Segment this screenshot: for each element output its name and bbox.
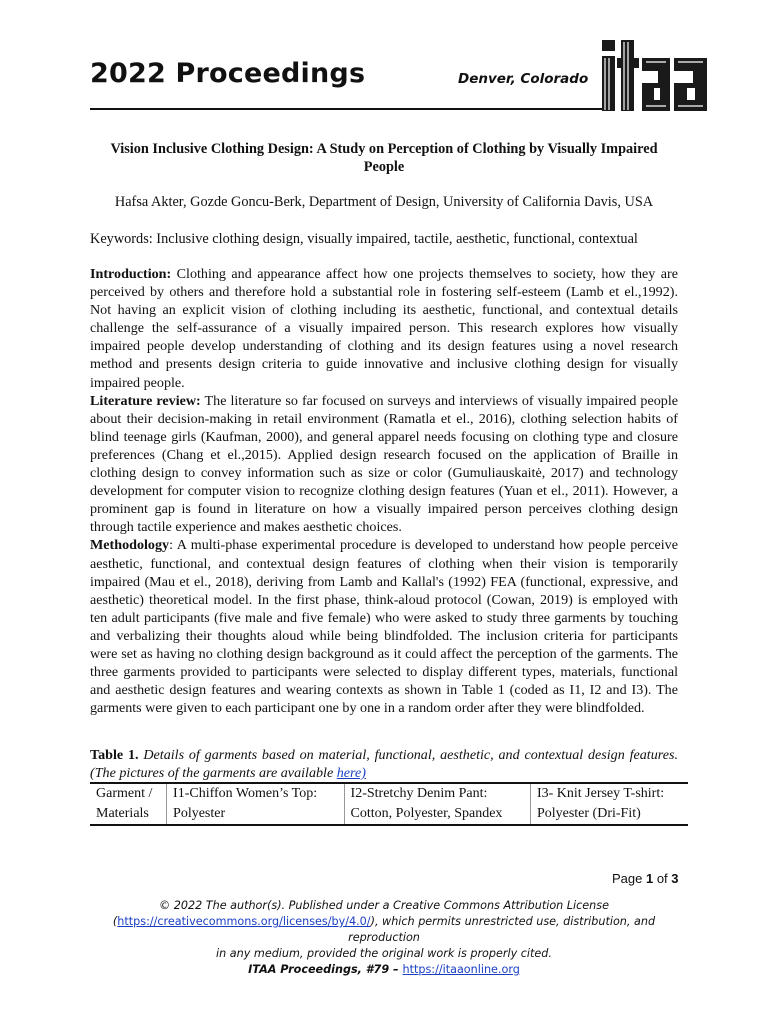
methodology-text: : A multi-phase experimental procedure is developed to understand how people perceive aesthetic, functional, and contextual design features of clothing when their vision is temporarily impaired (Mau et el., 2018), deriving from Lamb and Kallal's (1992) FEA (functional, expressive, and aesthetic) theoretical model. In the first phase, think-aloud protocol (Cowan, 2019) is employed with ten adult participants (five male and five female) who were asked to study three garments by touching and verbalizing their thoughts aloud while being blindfolded. The inclusion criteria for participants were set as having no clothing design background as it could affect the perception of the garments. The three garments provided to participants were selected to display different types, materials, functional and aesthetic design features and wearing contexts as shown in Table 1 (coded as I1, I2 and I3). The garments were given to each participant one by one in a random order after they were blindfolded. <box>90 537 678 717</box>
table-cell: Materials <box>96 806 149 821</box>
page-number: Page 1 of 3 <box>612 871 679 886</box>
table-caption-text: Details of garments based on material, functional, aesthetic, and contextual design features. (The pictures of the garments are available <box>90 747 678 781</box>
license-link[interactable]: https://creativecommons.org/licenses/by/4.0/ <box>117 915 371 928</box>
copyright-line: © 2022 The author(s). Published under a Creative Commons Attribution License <box>159 899 609 912</box>
itaa-site-link[interactable]: https://itaaonline.org <box>402 963 520 976</box>
table-cell: I2-Stretchy Denim Pant: <box>344 784 530 804</box>
header-divider <box>90 108 602 110</box>
table-caption <box>90 746 678 782</box>
garment-table <box>90 782 688 826</box>
table-caption-label: Table 1. <box>90 747 139 763</box>
conference-location: Denver, Colorado <box>458 71 589 87</box>
table-cell: Cotton, Polyester, Spandex <box>344 804 530 824</box>
license-line: (https://creativecommons.org/licenses/by/4.0/), which permits unrestricted use, distribution, and reproduction <box>112 915 656 944</box>
garment-pictures-link[interactable]: here) <box>336 765 366 781</box>
literature-heading: Literature review: <box>90 392 201 409</box>
paper-body <box>90 265 678 717</box>
paper-authors: Hafsa Akter, Gozde Goncu-Berk, Department of Design, University of California Davis, USA <box>114 194 654 210</box>
literature-text: The literature so far focused on surveys and interviews of visually impaired people about their decision-making in retail environment (Ramatla et el., 2016), clothing selection habits of blind teenage girls (Kaufman, 2000), and general apparel needs focusing on clothing type and closure preferences (Chang et el.,2015). Applied design research focused on the application of Braille in clothing design to convey information such as size or color (Gumuliauskaitė, 2017) and technology development for computer vision to recognize clothing design features (Yuan et el., 2011). However, a prominent gap is found in literature on how a visually impaired person perceives clothing design through tactile experience and makes aesthetic choices. <box>90 392 678 536</box>
paper-keywords: Keywords: Inclusive clothing design, visually impaired, tactile, aesthetic, functional, contextual <box>90 231 638 247</box>
methodology-heading: Methodology <box>90 537 170 554</box>
paper-title: Vision Inclusive Clothing Design: A Study on Perception of Clothing by Visually Impaired People <box>110 141 658 175</box>
table-cell: Polyester (Dri-Fit) <box>530 804 688 824</box>
literature-paragraph <box>90 392 678 537</box>
table-cell: I3- Knit Jersey T-shirt: <box>530 784 688 804</box>
introduction-text: Clothing and appearance affect how one projects themselves to society, how they are perceived by others and therefore hold a substantial role in fostering self-esteem (Lamb et el.,1992). Not having an explicit vision of clothing including its aesthetic, functional, and contextual details challenge the self-assurance of a visually impaired person. This research explores how visually impaired people develop understanding of clothing and its design features using a novel research method and presents design criteria to guide innovative and inclusive clothing design for visually impaired people. <box>90 266 678 391</box>
itaa-logo <box>602 38 712 113</box>
table-cell: I1-Chiffon Women’s Top: <box>167 784 345 804</box>
introduction-heading: Introduction: <box>90 266 172 282</box>
page-header <box>90 38 712 118</box>
introduction-paragraph <box>90 265 678 392</box>
table-row <box>90 784 688 804</box>
proceedings-title: 2022 Proceedings <box>90 58 366 89</box>
table-row <box>90 804 688 824</box>
methodology-paragraph <box>90 536 678 717</box>
table-cell: Polyester <box>167 804 345 824</box>
table-cell: Garment / <box>96 786 153 801</box>
proceedings-line: ITAA Proceedings, #79 – https://itaaonline.org <box>248 963 520 976</box>
page-footer <box>84 898 684 978</box>
citation-line: in any medium, provided the original work is properly cited. <box>216 947 552 960</box>
